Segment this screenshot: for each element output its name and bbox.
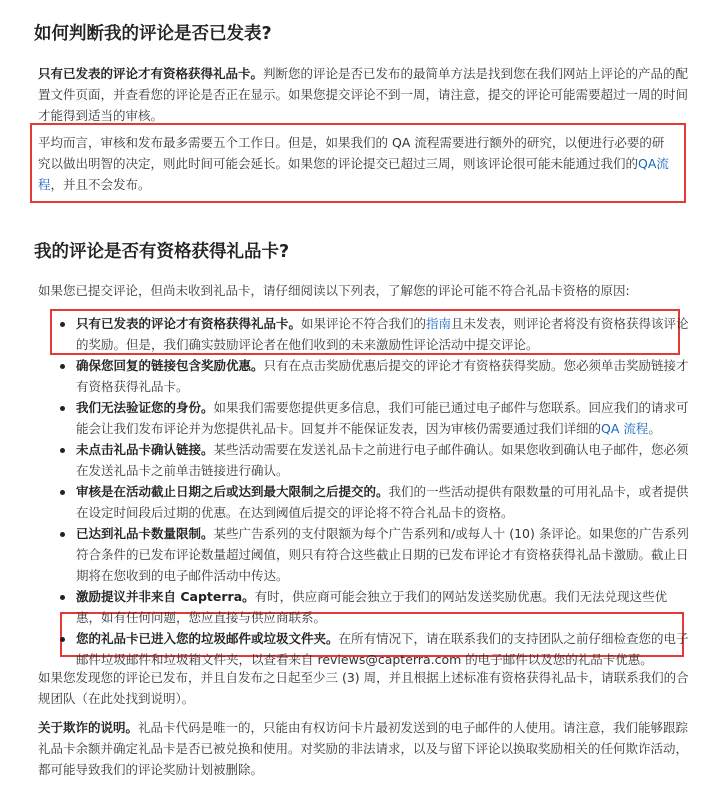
list-item-title: 我们无法验证您的身份。 [76,400,214,415]
qa-process-link[interactable]: QA 流程 [601,421,649,436]
list-item [38,481,692,523]
paragraph-text-tail: ，并且不会发布。 [50,177,151,192]
paragraph-review-time [38,132,674,195]
paragraph-compliance-contact: 如果您发现您的评论已发布，并且自发布之日起至少三 (3) 周，并且根据上述标准有资格获得礼品卡，请联系我们的合规团队（在此处找到说明）。 [38,670,689,706]
list-item-text: 某些活动需要在发送礼品卡之前进行电子邮件确认。如果您收到确认电子邮件，您必须在发送礼品卡之前单击链接进行确认。 [76,442,689,478]
section-heading-published: 如何判断我的评论是否已发表? [34,24,272,44]
list-item-title: 激励提议并非来自 Capterra。 [76,589,255,604]
list-item-text: 有时，供应商可能会独立于我们的网站发送奖励优惠。我们无法兑现这些优惠，如有任何问题，您应直接与供应商联系。 [76,589,668,625]
list-item-title: 已达到礼品卡数量限制。 [76,526,214,541]
paragraph-text: 平均而言，审核和发布最多需要五个工作日。但是，如果我们的 QA 流程需要进行额外的研究，以便进行必要的研究以做出明智的决定，则此时间可能会延长。如果您的评论提交已超过三周，则该评论很可能未能通过我们的 [38,135,665,171]
guidelines-link[interactable]: 指南 [426,316,452,331]
paragraph-eligibility-intro: 如果您已提交评论，但尚未收到礼品卡，请仔细阅读以下列表，了解您的评论可能不符合礼品卡资格的原因: [38,283,630,298]
list-item [38,355,692,397]
paragraph-text: 判断您的评论是否已发布的最简单方法是找到您在我们网站上评论的产品的配置文件页面，并查看您的评论是否正在显示。如果您提交评论不到一周，请注意，提交的评论可能需要超过一周的时间才能得到适当的审核。 [38,66,689,123]
list-item-text: 只有在点击奖励优惠后提交的评论才有资格获得奖励。您必须单击奖励链接才有资格获得礼品卡。 [76,358,689,394]
list-item [38,523,692,586]
list-item [38,397,692,439]
list-item-title: 确保您回复的链接包含奖励优惠。 [76,358,264,373]
paragraph-bold-lead: 关于欺诈的说明。 [38,720,139,735]
list-item-text: 如果我们需要您提供更多信息，我们可能已通过电子邮件与您联系。回应我们的请求可能会让我们发布评论并为您提供礼品卡。回复并不能保证发表，因为审核仍需要通过我们详细的 [76,400,689,436]
list-item [38,628,692,670]
list-item-title: 审核是在活动截止日期之后或达到最大限制之后提交的。 [76,484,389,499]
paragraph-fraud-note [38,717,690,780]
section-heading-eligibility: 我的评论是否有资格获得礼品卡? [34,242,290,262]
list-item-text: 且未发表，则评论者将没有资格获得该评论的奖励。但是，我们确实鼓励评论者在他们收到的未来激励性评论活动中提交评论。 [76,316,689,352]
eligibility-reasons-list [38,313,692,670]
list-item-title: 未点击礼品卡确认链接。 [76,442,214,457]
list-item-text: 在所有情况下，请在联系我们的支持团队之前仔细检查您的电子邮件垃圾邮件和垃圾箱文件夹，以查看来自 reviews@capterra.com 的电子邮件以及您的礼品卡优惠。 [76,631,689,667]
qa-process-link[interactable]: QA流程 [38,156,669,192]
list-item-title: 您的礼品卡已进入您的垃圾邮件或垃圾文件夹。 [76,631,339,646]
list-item-title: 只有已发表的评论才有资格获得礼品卡。 [76,316,302,331]
list-item [38,586,692,628]
list-item-text: 。 [648,421,661,436]
list-item [38,313,692,355]
list-item-text: 某些广告系列的支付限额为每个广告系列和/或每人十 (10) 条评论。如果您的广告系列符合条件的已发布评论数量超过阈值，则只有符合这些截止日期的已发布评论才有资格获得礼品卡激励。截止日期将在您收到的电子邮件活动中传达。 [76,526,689,583]
list-item-text: 我们的一些活动提供有限数量的可用礼品卡，或者提供在设定时间段后过期的优惠。在达到阈值后提交的评论将不符合礼品卡的资格。 [76,484,689,520]
paragraph-published-check [38,63,690,126]
paragraph-bold-lead: 只有已发表的评论才有资格获得礼品卡。 [38,66,264,81]
list-item [38,439,692,481]
paragraph-text: 礼品卡代码是唯一的，只能由有权访问卡片最初发送到的电子邮件的人使用。请注意，我们能够跟踪礼品卡余额并确定礼品卡是否已被兑换和使用。对奖励的非法请求，以及与留下评论以换取奖励相关的任何欺诈活动，都可能导致我们的评论奖励计划被删除。 [38,720,689,777]
list-item-text: 如果评论不符合我们的 [301,316,427,331]
